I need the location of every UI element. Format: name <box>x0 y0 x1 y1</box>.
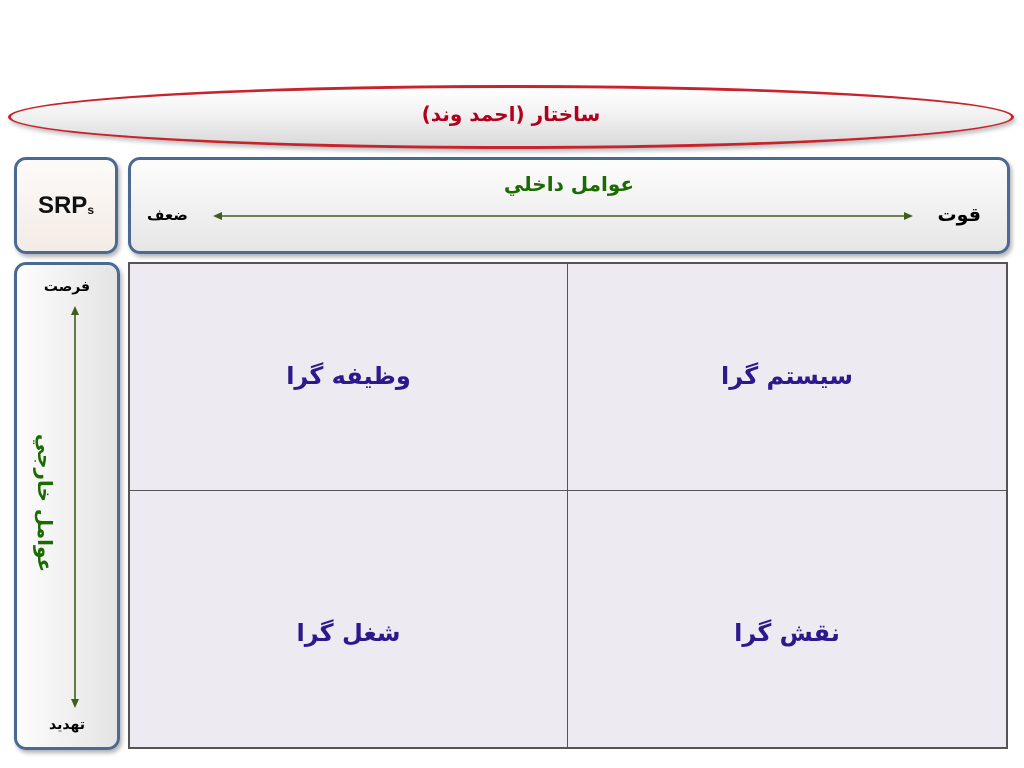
opportunity-label: فرصت <box>43 279 91 295</box>
title-banner <box>8 85 1014 149</box>
quadrant-bottom-left <box>130 491 568 747</box>
quadrant-top-left <box>130 264 568 491</box>
threat-label: تهديد <box>49 717 85 733</box>
external-factors-box <box>14 262 120 750</box>
srps-main: SRP <box>37 192 88 219</box>
quadrant-grid <box>128 262 1008 749</box>
external-axis-arrow <box>68 306 82 708</box>
internal-factors-title: عوامل داخلي <box>503 172 635 196</box>
srps-sub: s <box>87 203 95 217</box>
quadrant-top-left-label: وظيفه گرا <box>286 362 411 390</box>
external-factors-title: عوامل خارجي <box>33 433 57 573</box>
srps-box <box>14 157 118 254</box>
weakness-label: ضعف <box>147 206 188 224</box>
quadrant-bottom-left-label: شغل گرا <box>296 619 401 647</box>
diagram-title: ساختار (احمد وند) <box>421 102 601 126</box>
quadrant-bottom-right <box>568 491 1006 747</box>
internal-factors-box <box>128 157 1010 254</box>
strength-label: قوت <box>937 204 981 226</box>
quadrant-top-right <box>568 264 1006 491</box>
internal-axis-arrow <box>213 209 913 223</box>
srps-label <box>17 192 115 220</box>
quadrant-bottom-right-label: نقش گرا <box>734 619 840 647</box>
quadrant-top-right-label: سيستم گرا <box>721 362 853 390</box>
